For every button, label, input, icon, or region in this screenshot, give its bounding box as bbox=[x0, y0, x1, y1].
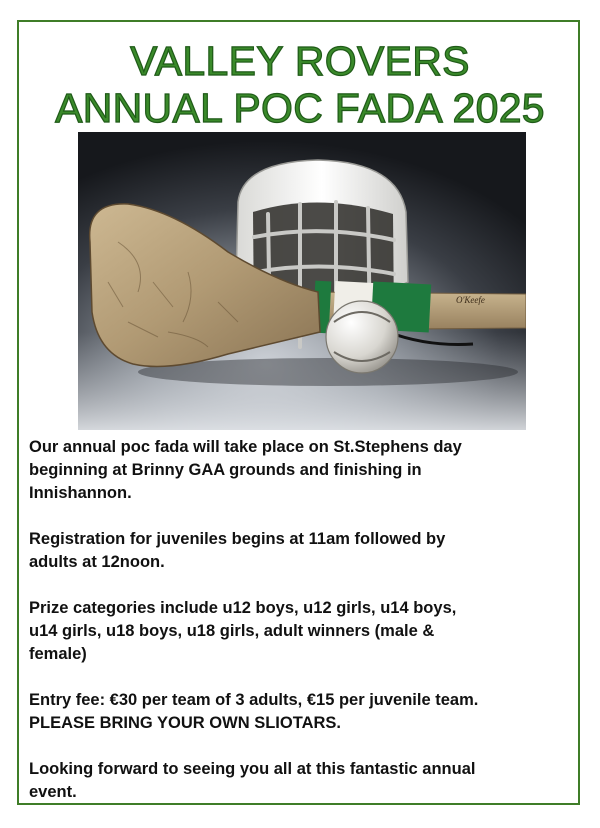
paragraph-prizes bbox=[29, 597, 569, 666]
paragraph-closing bbox=[29, 758, 569, 804]
text-line: u14 girls, u18 boys, u18 girls, adult winners (male & bbox=[29, 622, 435, 640]
title-line-club: VALLEY ROVERS bbox=[130, 38, 470, 84]
text-line: Prize categories include u12 boys, u12 girls, u14 boys, bbox=[29, 599, 457, 617]
paragraph-entry-fee bbox=[29, 689, 569, 735]
event-details bbox=[29, 436, 569, 804]
poster-title bbox=[0, 38, 600, 132]
hurley-photo bbox=[78, 132, 526, 430]
text-line: beginning at Brinny GAA grounds and finishing in bbox=[29, 461, 422, 479]
text-line: event. bbox=[29, 783, 77, 801]
text-line: Registration for juveniles begins at 11am followed by bbox=[29, 530, 446, 548]
title-line-event: ANNUAL POC FADA 2025 bbox=[55, 85, 545, 131]
paragraph-registration bbox=[29, 528, 569, 574]
paragraph-venue bbox=[29, 436, 569, 505]
svg-text:O'Keefe: O'Keefe bbox=[456, 295, 485, 305]
text-line: Our annual poc fada will take place on St.Stephens day bbox=[29, 438, 462, 456]
text-line: Entry fee: €30 per team of 3 adults, €15 per juvenile team. bbox=[29, 691, 479, 709]
text-line: PLEASE BRING YOUR OWN SLIOTARS. bbox=[29, 714, 341, 732]
text-line: Looking forward to seeing you all at this fantastic annual bbox=[29, 760, 476, 778]
text-line: Innishannon. bbox=[29, 484, 132, 502]
text-line: female) bbox=[29, 645, 87, 663]
text-line: adults at 12noon. bbox=[29, 553, 165, 571]
sliotar-icon bbox=[326, 301, 398, 373]
